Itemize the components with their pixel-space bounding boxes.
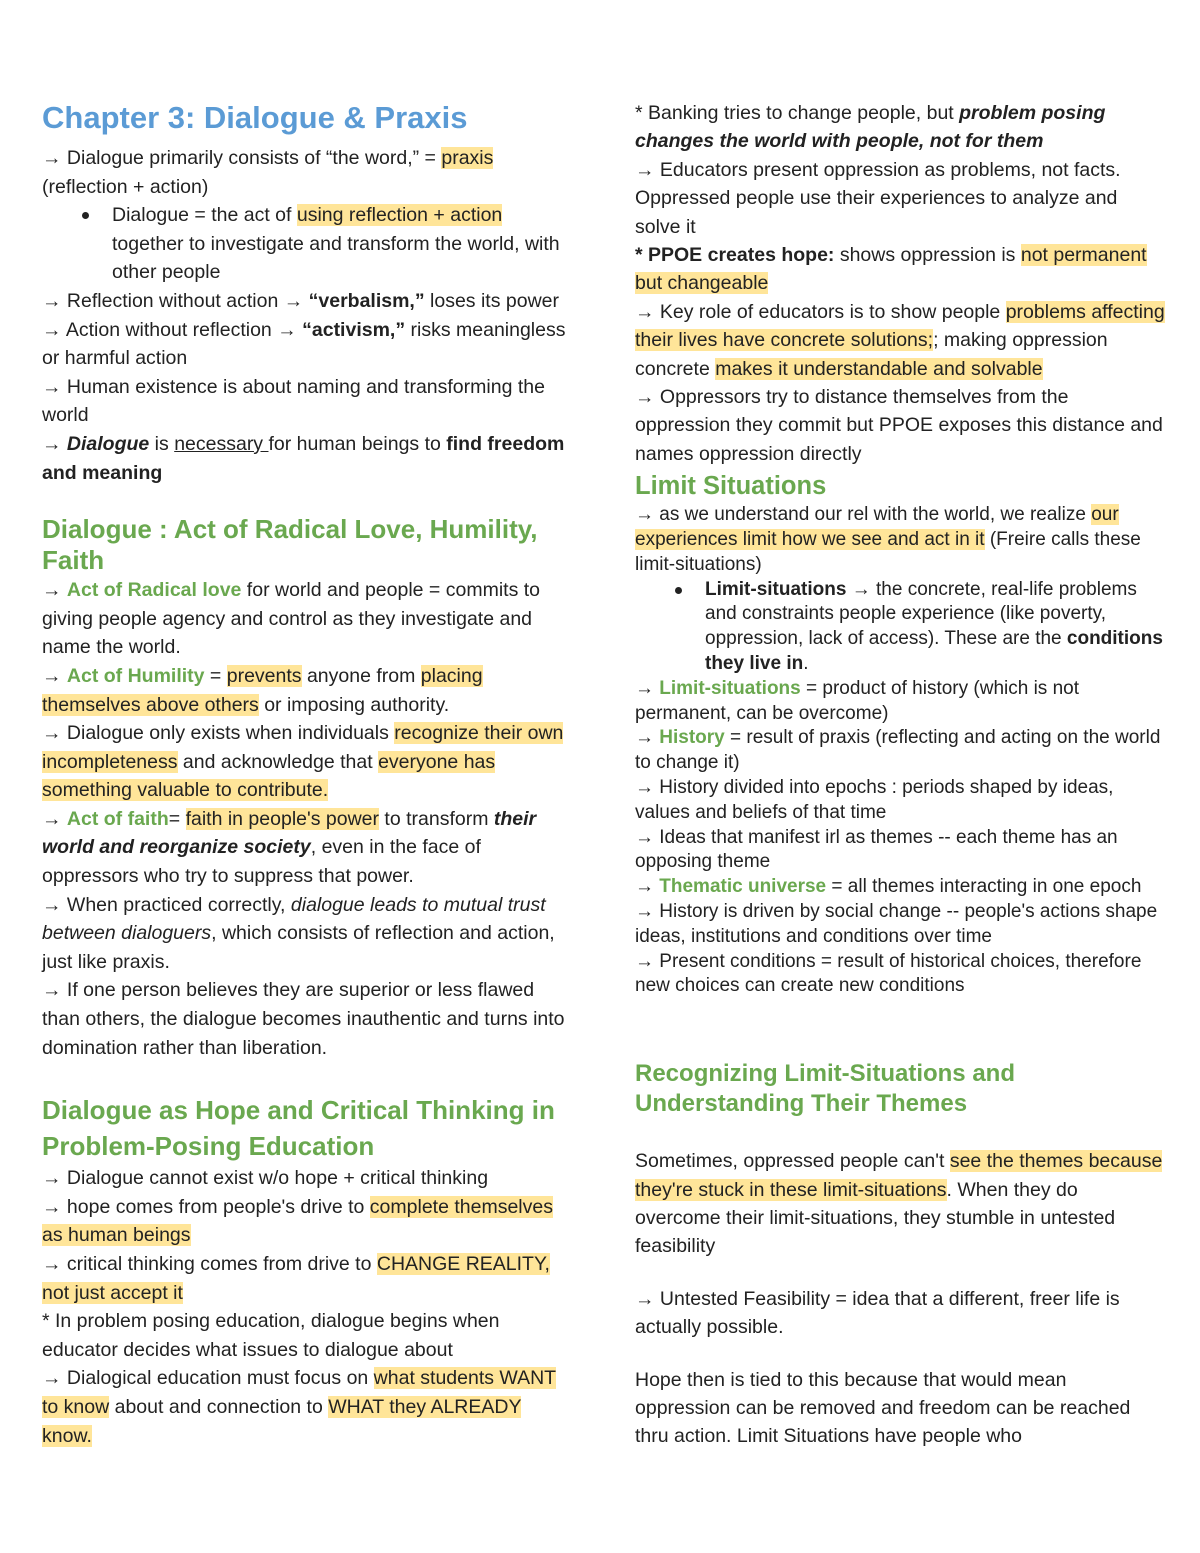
present-conditions-line: → Present conditions = result of historical choices, therefore new choices can create new conditions: [635, 950, 1142, 997]
stuck-themes-line: Sometimes, oppressed people can't see the themes because they're stuck in these limit-situations. When they do overcome their limit-situations, they stumble in untested feasibility: [635, 1150, 1163, 1258]
mutual-trust-line: → When practiced correctly, dialogue leads to mutual trust between dialoguers, which consists of reflection and action, just like praxis.: [42, 893, 555, 973]
understand-rel-line: → as we understand our rel with the world, we realize our experiences limit how we see and act in it (Freire calls these limit-situations): [635, 504, 1141, 575]
humility-line: → Act of Humility = prevents anyone from placing themselves above others or imposing authority.: [42, 664, 483, 716]
verbalism-line: → Reflection without action → “verbalism,” loses its power: [42, 289, 559, 312]
section-heading-radical-love: Dialogue : Act of Radical Love, Humility, Faith: [42, 514, 538, 576]
praxis-line: → Dialogue primarily consists of “the word,” = praxis (reflection + action): [42, 147, 494, 198]
dialogue-bullet-list: [42, 201, 572, 287]
inauthentic-line: → If one person believes they are superior or less flawed than others, the dialogue becomes inauthentic and turns into domination rather than liberation.: [42, 979, 565, 1059]
themes-line: → Ideas that manifest irl as themes -- each theme has an opposing theme: [635, 826, 1118, 873]
critical-thinking-line: → critical thinking comes from drive to CHANGE REALITY, not just accept it: [42, 1253, 550, 1304]
spacer: [42, 1062, 572, 1092]
social-change-line: → History is driven by social change -- people's actions shape ideas, institutions and conditions over time: [635, 901, 1158, 947]
untested-feasibility-line: → Untested Feasibility = idea that a different, freer life is actually possible.: [635, 1287, 1120, 1339]
page-title: Chapter 3: Dialogue & Praxis: [42, 100, 468, 135]
ppoe-hope-line: * PPOE creates hope: shows oppression is not permanent but changeable: [635, 244, 1147, 295]
activism-line: → Action without reflection → “activism,” risks meaningless or harmful action: [42, 318, 566, 370]
human-existence-line: → Human existence is about naming and transforming the world: [42, 375, 545, 427]
section-heading-hope-critical: Dialogue as Hope and Critical Thinking in Problem-Posing Education: [42, 1095, 555, 1162]
spacer: [635, 999, 1165, 1059]
section-heading-recognizing: Recognizing Limit-Situations and Understanding Their Themes: [635, 1060, 1015, 1118]
radical-love-line: → Act of Radical love for world and people = commits to giving people agency and control as they investigate and name the world.: [42, 579, 540, 659]
limit-situations-bullet-list: [635, 578, 1165, 677]
spacer: [635, 1342, 1165, 1366]
history-praxis-line: → History = result of praxis (reflecting and acting on the world to change it): [635, 727, 1161, 774]
hope-critical-line: → Dialogue cannot exist w/o hope + critical thinking: [42, 1167, 489, 1190]
bullet-icon: [82, 212, 89, 219]
incompleteness-line: → Dialogue only exists when individuals recognize their own incompleteness and acknowledge that everyone has something valuable to contribute.: [42, 722, 564, 802]
problem-posing-line: * In problem posing education, dialogue begins when educator decides what issues to dialogue about: [42, 1310, 500, 1361]
banking-line: * Banking tries to change people, but problem posing changes the world with people, not for them: [635, 102, 1106, 153]
spacer: [42, 487, 572, 514]
hope-tied-line: Hope then is tied to this because that would mean oppression can be removed and freedom can be reached thru action. Limit Situations have people who: [635, 1368, 1131, 1448]
limit-situations-section: [635, 503, 1165, 999]
dialogue-bullet: Dialogue = the act of using reflection + action together to investigate and transform the world, with other people: [112, 201, 572, 287]
recognizing-section: [635, 1147, 1165, 1451]
section-heading-limit-situations: Limit Situations: [635, 472, 827, 501]
banking-section: [635, 99, 1165, 468]
hope-drive-line: → hope comes from people's drive to complete themselves as human beings: [42, 1195, 553, 1247]
faith-line: → Act of faith= faith in people's power to transform their world and reorganize society, even in the face of oppressors who try to suppress that power.: [42, 807, 537, 888]
limit-situations-bullet: Limit-situations → the concrete, real-life problems and constraints people experience (like poverty, oppression, lack of access). These are the conditions they live in.: [705, 578, 1165, 677]
right-column: [635, 99, 1165, 1451]
educators-present-line: → Educators present oppression as problems, not facts. Oppressed people use their experiences to analyze and solve it: [635, 158, 1121, 238]
limit-product-history-line: → Limit-situations = product of history (which is not permanent, can be overcome): [635, 677, 1079, 724]
thematic-universe-line: → Thematic universe = all themes interacting in one epoch: [635, 876, 1142, 898]
bullet-icon: [675, 587, 682, 594]
epochs-line: → History divided into epochs : periods shaped by ideas, values and beliefs of that time: [635, 777, 1114, 823]
dialogical-education-line: → Dialogical education must focus on what students WANT to know about and connection to WHAT they ALREADY know.: [42, 1367, 557, 1447]
left-column: [42, 96, 572, 1450]
dialogue-necessary-line: → Dialogue is necessary for human beings to find freedom and meaning: [42, 432, 565, 484]
spacer: [635, 1261, 1165, 1285]
oppressors-distance-line: → Oppressors try to distance themselves from the oppression they commit but PPOE exposes this distance and names oppression directly: [635, 386, 1163, 465]
educator-role-line: → Key role of educators is to show people problems affecting their lives have concrete solutions;; making oppression concrete makes it understandable and solvable: [635, 300, 1165, 380]
